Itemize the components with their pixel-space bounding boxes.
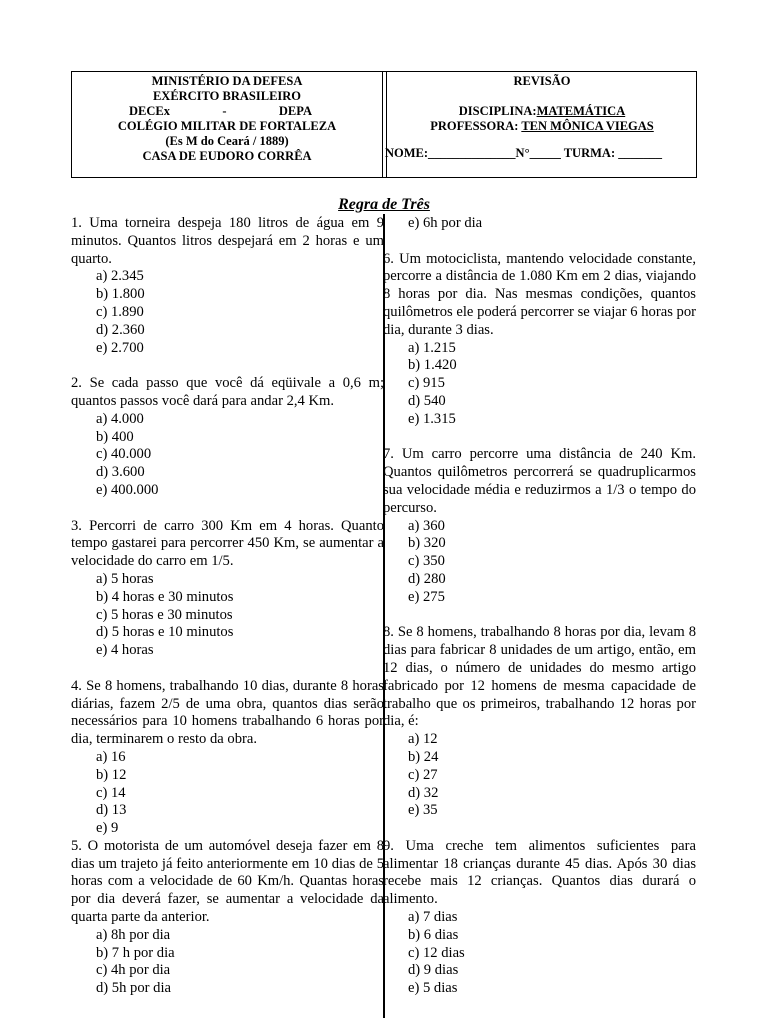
option: e) 275 [408,588,445,605]
question-7-options [383,518,696,607]
option: a) 7 dias [408,909,458,926]
question-2: 2. Se cada passo que você dá eqüivale a 0,6 m; quantos passos você dará para andar 2,4 Km. [71,375,384,409]
depa-label: DEPA [278,104,312,118]
discipline-line [387,104,697,119]
question-6-options [383,340,696,429]
option: b) 12 [96,766,127,783]
institution-block [72,72,382,177]
option: a) 16 [96,748,126,765]
decex-label: DECEx [129,104,170,118]
decex-dash: - [222,104,227,118]
decex-line [72,104,382,119]
option: d) 280 [408,570,446,587]
option: b) 6 dias [408,926,459,943]
discipline-label: DISCIPLINA: [458,104,537,118]
option: d) 9 dias [408,962,459,979]
option: b) 24 [408,748,439,765]
right-column [383,215,696,998]
student-name-field: NOME:______________N°_____ TURMA: _______ [385,146,662,160]
house-line: CASA DE EUDORO CORRÊA [142,149,312,163]
option: e) 2.700 [96,339,144,356]
revisao-label: REVISÃO [513,74,571,88]
option: b) 1.420 [408,357,457,374]
question-8: 8. Se 8 homens, trabalhando 8 horas por dia, levam 8 dias para fabricar 8 unidades de um artigo, então, em 12 dias, o número de unidades do mesmo artigo fabricado por 12 homens de mesma capacidade de trabalho que os primeiros, trabalhando 12 horas por dia, é: [383,624,696,730]
question-1: 1. Uma torneira despeja 180 litros de água em 9 minutos. Quantos litros despejará em 2 horas e um quarto. [71,215,384,267]
option: e) 35 [408,802,438,819]
question-1-options [71,268,384,357]
question-9: 9. Uma creche tem alimentos suficientes para alimentar 18 crianças durante 45 dias. Após 30 dias recebe mais 12 crianças. Quantos dias durará o alimento. [383,837,696,908]
option: c) 12 dias [408,944,465,961]
option: b) 320 [408,535,446,552]
school-line: COLÉGIO MILITAR DE FORTALEZA [117,119,337,133]
option: c) 40.000 [96,446,152,463]
school-subline: (Es M do Ceará / 1889) [165,134,289,148]
question-3: 3. Percorri de carro 300 Km em 4 horas. Quanto tempo gastarei para percorrer 450 Km, se aumentar a velocidade do carro em 1/5. [71,517,384,570]
question-4-options [71,749,384,838]
question-4: 4. Se 8 homens, trabalhando 10 dias, durante 8 horas diárias, fazem 2/5 de uma obra, quantos dias serão necessários para 10 homens trabalhando 6 horas por dia, terminarem o resto da obra. [71,677,384,748]
option: e) 6h por dia [408,215,483,231]
option: d) 32 [408,784,439,801]
option: e) 5 dias [408,980,458,997]
option: e) 9 [96,820,119,837]
option: a) 1.215 [408,339,456,356]
option: b) 4 horas e 30 minutos [96,588,234,605]
question-2-options [71,411,384,500]
option: d) 540 [408,392,446,409]
option: c) 4h por dia [96,962,171,979]
header-box [71,71,697,178]
teacher-label: PROFESSORA: [430,119,522,133]
question-9-options [383,909,696,998]
question-6: 6. Um motociclista, mantendo velocidade constante, percorre a distância de 1.080 Km em 2 dias, viajando 8 horas por dia. Nas mesmas condições, quantos quilômetros ele poderá percorrer se viajar 6 horas por dia, durante 3 dias. [383,250,696,338]
option: c) 350 [408,553,445,570]
discipline-value: MATEMÁTICA [536,104,626,118]
option: e) 400.000 [96,481,159,498]
question-5: 5. O motorista de um automóvel deseja fazer em 8 dias um trajeto já feito anteriormente em 10 dias de 5 horas com a velocidade de 60 Km/h. Quantas horas por dia deverá fazer, se aumentar a velocidade da quarta parte da anterior. [71,837,384,926]
option: b) 7 h por dia [96,944,175,961]
option: a) 8h por dia [96,926,171,943]
question-5-options-continued [383,215,696,233]
option: a) 12 [408,731,438,748]
teacher-value: TEN MÔNICA VIEGAS [521,119,654,133]
option: d) 13 [96,802,127,819]
option: c) 915 [408,375,445,392]
teacher-line [387,119,697,134]
option: b) 1.800 [96,286,145,303]
option: d) 2.360 [96,321,145,338]
option: d) 3.600 [96,464,145,481]
option: e) 1.315 [408,410,456,427]
option: d) 5h por dia [96,980,171,997]
option: a) 360 [408,517,445,534]
option: c) 14 [96,784,126,801]
exam-info-block [387,72,697,177]
question-3-options [71,571,384,660]
page-title: Regra de Três [338,196,430,213]
left-column [71,215,384,998]
option: e) 4 horas [96,642,154,659]
ministry-line: MINISTÉRIO DA DEFESA [151,74,303,88]
question-8-options [383,731,696,820]
option: a) 5 horas [96,570,154,587]
option: c) 1.890 [96,303,144,320]
question-7: 7. Um carro percorre uma distância de 240 Km. Quantos quilômetros percorrerá se quadruplicarmos sua velocidade média e reduzirmos a 1/3 o tempo do percurso. [383,446,696,516]
option: b) 400 [96,428,134,445]
option: a) 2.345 [96,268,144,285]
option: a) 4.000 [96,410,144,427]
option: c) 27 [408,766,438,783]
question-5-options [71,927,384,998]
option: c) 5 horas e 30 minutos [96,606,233,623]
option: d) 5 horas e 10 minutos [96,624,234,641]
army-line: EXÉRCITO BRASILEIRO [152,89,302,103]
header-divider-1 [382,72,383,177]
